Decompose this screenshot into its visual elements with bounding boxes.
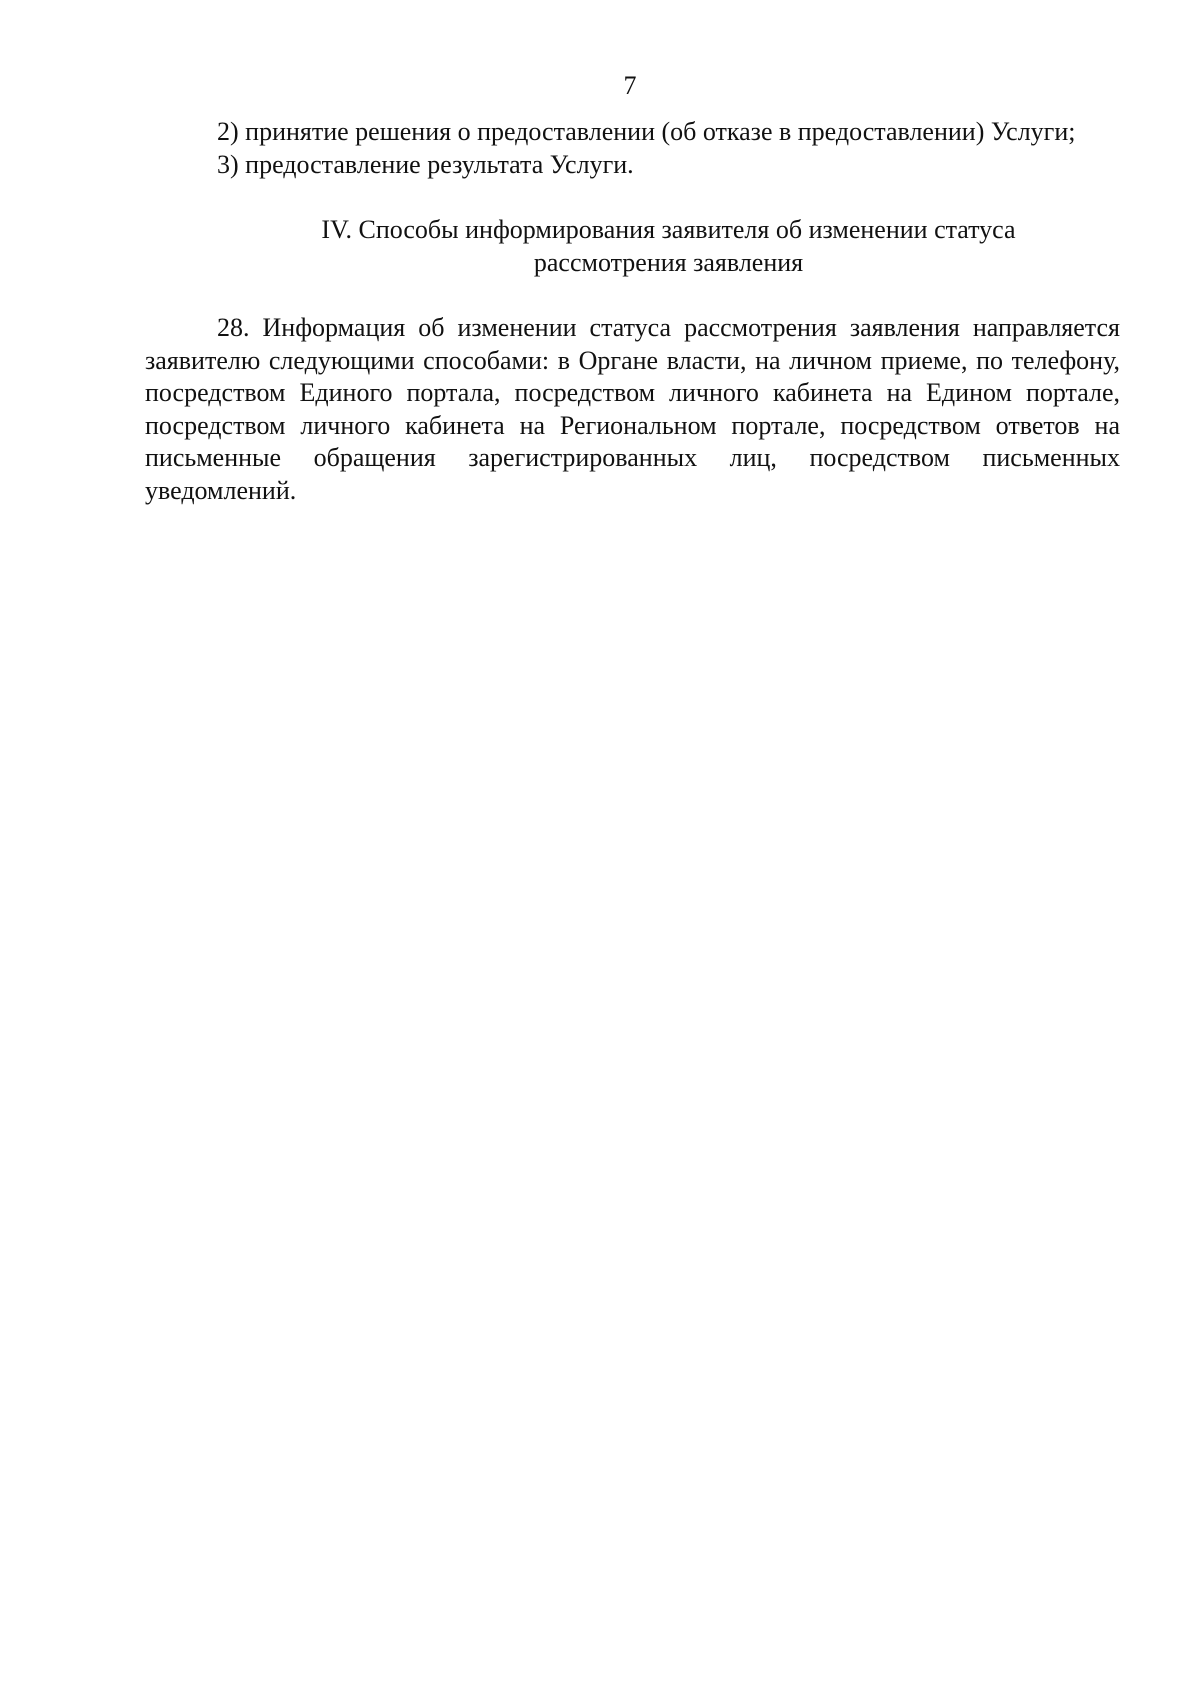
paragraph-28: 28. Информация об изменении статуса рассмотрения заявления направляется заявителю следующими способами: в Органе власти, на личном приеме, по телефону, посредством Единого портала, посредством личного кабинета на Едином портале, посредством личного кабинета на Региональном портале, посредством ответов на письменные обращения зарегистрированных лиц, посредством письменных уведомлений. xyxy=(145,313,1120,505)
section-heading xyxy=(145,214,1120,279)
list-item-3: 3) предоставление результата Услуги. xyxy=(217,149,634,179)
list-item-2: 2) принятие решения о предоставлении (об отказе в предоставлении) Услуги; xyxy=(217,117,1076,146)
section-heading-line-2: рассмотрения заявления xyxy=(533,247,804,277)
section-heading-line-1: IV. Способы информирования заявителя об изменении статуса xyxy=(321,215,1016,244)
page-number: 7 xyxy=(623,71,637,100)
document-body xyxy=(145,116,1120,507)
